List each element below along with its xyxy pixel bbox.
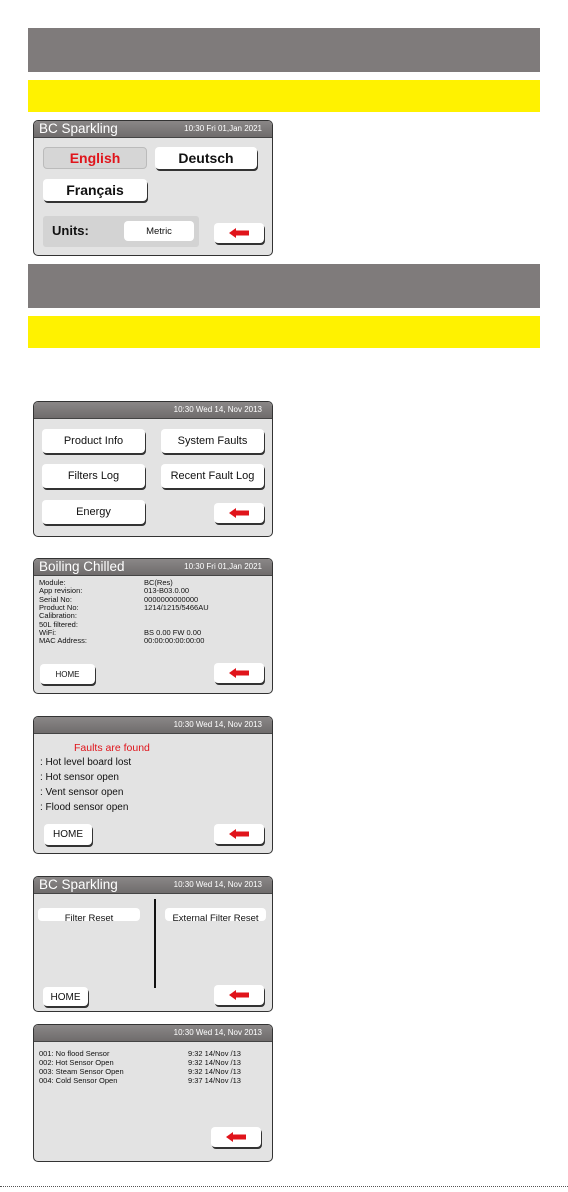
- serial-no-label: Serial No:: [39, 594, 72, 604]
- screen-title: BC Sparkling: [39, 877, 118, 892]
- fault-log-timestamp: 9:32 14/Nov /13: [188, 1067, 241, 1076]
- energy-label: Energy: [76, 506, 111, 518]
- english-label: English: [69, 150, 121, 166]
- product-no-value: 1214/1215/5466AU: [144, 602, 209, 612]
- service-menu-screen: [33, 401, 273, 537]
- screen-title: BC Sparkling: [39, 121, 118, 136]
- fault-item: : Vent sensor open: [40, 787, 124, 798]
- units-value: Metric: [146, 226, 172, 237]
- datetime-display: 10:30 Wed 14, Nov 2013: [173, 720, 262, 729]
- back-button[interactable]: [214, 663, 264, 683]
- system-faults-screen: [33, 716, 273, 854]
- francais-label: Français: [66, 182, 124, 198]
- system-faults-label: System Faults: [177, 435, 248, 447]
- section-subheader-bar-1: [28, 80, 540, 112]
- back-button[interactable]: [214, 985, 264, 1005]
- fault-log-timestamp: 9:37 14/Nov /13: [188, 1076, 241, 1085]
- fault-item: : Hot level board lost: [40, 757, 132, 768]
- fault-item: : Hot sensor open: [40, 772, 119, 783]
- mac-address-label: MAC Address:: [39, 636, 87, 646]
- external-filter-reset-button[interactable]: [165, 908, 266, 924]
- datetime-display: 10:30 Wed 14, Nov 2013: [173, 880, 262, 889]
- fault-log-description: 004: Cold Sensor Open: [39, 1076, 118, 1085]
- fault-log-timestamp: 9:32 14/Nov /13: [188, 1058, 241, 1067]
- system-faults-button[interactable]: [161, 429, 264, 453]
- fault-log-description: 001: No flood Sensor: [39, 1049, 110, 1058]
- left-arrow-icon: [229, 829, 249, 839]
- units-label: Units:: [52, 223, 89, 238]
- datetime-display: 10:30 Wed 14, Nov 2013: [173, 1028, 262, 1037]
- calibration-label: Calibration:: [39, 611, 77, 621]
- home-button[interactable]: [44, 824, 92, 845]
- home-label: HOME: [53, 829, 83, 840]
- module-label: Module:: [39, 578, 66, 587]
- filter-reset-label: Filter Reset: [64, 913, 114, 924]
- fault-log-timestamp: 9:32 14/Nov /13: [188, 1049, 241, 1058]
- column-divider: [154, 899, 156, 988]
- mac-address-value: 00:00:00:00:00:00: [144, 636, 205, 646]
- back-button[interactable]: [211, 1127, 261, 1147]
- app-revision-value: 013-B03.0.00: [144, 586, 190, 596]
- back-button[interactable]: [214, 503, 264, 523]
- recent-fault-log-label: Recent Fault Log: [170, 470, 255, 482]
- units-panel: [43, 216, 199, 247]
- fault-log-description: 002: Hot Sensor Open: [39, 1058, 114, 1067]
- home-label: HOME: [50, 992, 81, 1003]
- datetime-display: 10:30 Fri 01,Jan 2021: [184, 124, 262, 133]
- section-subheader-bar-2: [28, 316, 540, 348]
- energy-button[interactable]: [42, 500, 145, 524]
- page-footer-divider: [0, 1186, 568, 1187]
- fault-log-description: 003: Steam Sensor Open: [39, 1067, 124, 1076]
- module-value: BC(Res): [144, 578, 173, 587]
- home-button[interactable]: [43, 987, 88, 1006]
- title-bar: [34, 402, 272, 419]
- wifi-value: BS 0.00 FW 0.00: [144, 627, 202, 637]
- home-label: HOME: [55, 670, 80, 679]
- faults-heading: Faults are found: [74, 742, 150, 754]
- deutsch-button[interactable]: [155, 147, 257, 169]
- filtered-label: 50L filtered:: [39, 619, 78, 629]
- screen-title: Boiling Chilled: [39, 559, 125, 574]
- product-no-label: Product No:: [39, 602, 79, 612]
- left-arrow-icon: [229, 668, 249, 678]
- left-arrow-icon: [229, 228, 249, 238]
- title-bar: [34, 121, 272, 138]
- title-bar: [34, 559, 272, 576]
- datetime-display: 10:30 Fri 01,Jan 2021: [184, 562, 262, 571]
- back-button[interactable]: [214, 223, 264, 243]
- filters-log-label: Filters Log: [67, 470, 120, 482]
- title-bar: [34, 877, 272, 894]
- left-arrow-icon: [226, 1132, 246, 1142]
- left-arrow-icon: [229, 990, 249, 1000]
- serial-no-value: 0000000000000: [144, 594, 199, 604]
- francais-button[interactable]: [43, 179, 147, 201]
- wifi-label: WiFi:: [39, 627, 57, 637]
- section-header-bar-2: [28, 264, 540, 308]
- home-button[interactable]: [40, 664, 95, 684]
- datetime-display: 10:30 Wed 14, Nov 2013: [173, 405, 262, 414]
- recent-fault-log-screen: [33, 1024, 273, 1162]
- title-bar: [34, 1025, 272, 1042]
- title-bar: [34, 717, 272, 734]
- filter-reset-button[interactable]: [38, 908, 140, 924]
- units-selector[interactable]: [124, 221, 194, 241]
- external-filter-reset-label: External Filter Reset: [172, 913, 259, 924]
- recent-fault-log-button[interactable]: [161, 464, 264, 488]
- filters-log-button[interactable]: [42, 464, 145, 488]
- left-arrow-icon: [229, 508, 249, 518]
- product-info-label: Product Info: [63, 435, 124, 447]
- product-info-screen: [33, 558, 273, 694]
- product-info-button[interactable]: [42, 429, 145, 453]
- english-button[interactable]: [43, 147, 147, 169]
- app-revision-label: App revision:: [39, 586, 83, 596]
- deutsch-label: Deutsch: [178, 150, 234, 166]
- section-header-bar-1: [28, 28, 540, 72]
- language-settings-screen: [33, 120, 273, 256]
- fault-item: : Flood sensor open: [40, 802, 129, 813]
- back-button[interactable]: [214, 824, 264, 844]
- filters-log-screen: [33, 876, 273, 1012]
